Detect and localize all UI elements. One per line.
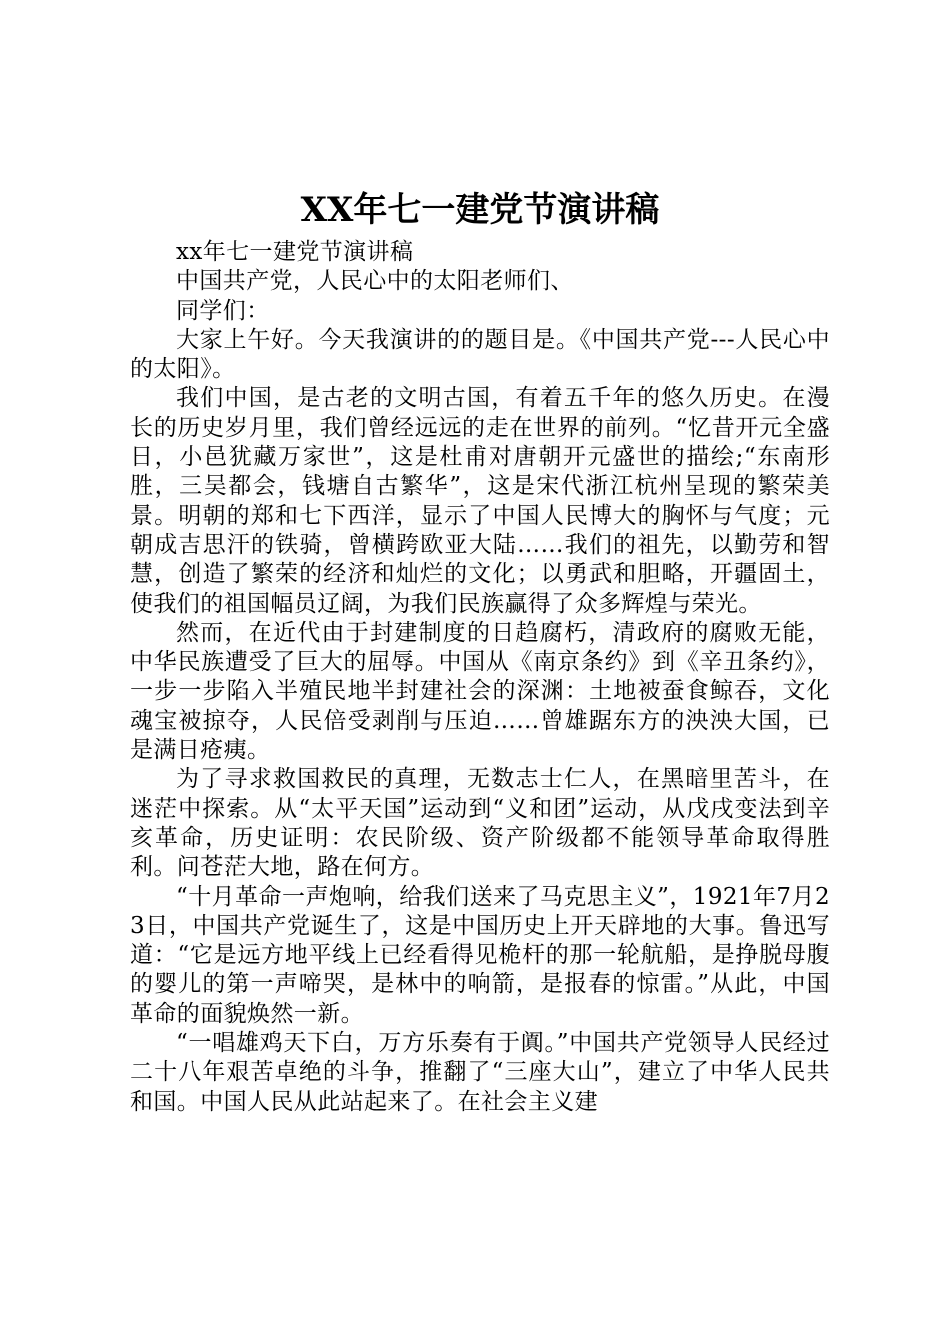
paragraph-ancient-history: 我们中国，是古老的文明古国，有着五千年的悠久历史。在漫长的历史岁月里，我们曾经远远的走在世界的前列。“忆昔开元全盛日，小邑犹藏万家世”，这是杜甫对唐朝开元盛世的描绘;“东南形胜，三吴都会，钱塘自古繁华”，这是宋代浙江杭州呈现的繁荣美景。明朝的郑和七下西洋，显示了中国人民博大的胸怀与气度；元朝成吉思汗的铁骑，曾横跨欧亚大陆……我们的祖先，以勤劳和智慧，创造了繁荣的经济和灿烂的文化；以勇武和胆略，开疆固土，使我们的祖国幅员辽阔，为我们民族赢得了众多辉煌与荣光。 xyxy=(130,385,830,617)
paragraph-party-founding: “十月革命一声炮响，给我们送来了马克思主义”，1921年7月23日，中国共产党诞生了，这是中国历史上开天辟地的大事。鲁迅写道：“它是远方地平线上已经看得见桅杆的那一轮航船，是挣脱母腹的婴儿的第一声啼哭，是林中的响箭，是报春的惊雷。”从此，中国革命的面貌焕然一新。 xyxy=(130,883,830,1027)
document-page xyxy=(130,190,830,1117)
paragraph-new-china: “一唱雄鸡天下白，万方乐奏有于阗。”中国共产党领导人民经过二十八年艰苦卓绝的斗争，推翻了“三座大山”，建立了中华人民共和国。中国人民从此站起来了。在社会主义建 xyxy=(130,1030,830,1115)
paragraph-seeking-truth: 为了寻求救国救民的真理，无数志士仁人，在黑暗里苦斗，在迷茫中探索。从“太平天国”运动到“义和团”运动，从戊戌变法到辛亥革命，历史证明：农民阶级、资产阶级都不能领导革命取得胜利。问苍茫大地，路在何方。 xyxy=(130,766,830,881)
paragraph-salutation: 同学们： xyxy=(176,297,270,324)
document-title: XX年七一建党节演讲稿 xyxy=(300,190,660,230)
paragraph-subtitle: xx年七一建党节演讲稿 xyxy=(176,239,414,265)
paragraph-greeting: 大家上午好。今天我演讲的的题目是。《中国共产党---人民心中的太阳》。 xyxy=(130,326,830,383)
paragraph-heading-line: 中国共产党，人民心中的太阳老师们、 xyxy=(176,268,574,295)
paragraph-modern-humiliation: 然而，在近代由于封建制度的日趋腐朽，清政府的腐败无能，中华民族遭受了巨大的屈辱。中国从《南京条约》到《辛丑条约》，一步一步陷入半殖民地半封建社会的深渊：土地被蚕食鲸吞，文化魂宝被掠夺，人民倍受剥削与压迫……曾雄踞东方的泱泱大国，已是满日疮痍。 xyxy=(130,619,830,764)
